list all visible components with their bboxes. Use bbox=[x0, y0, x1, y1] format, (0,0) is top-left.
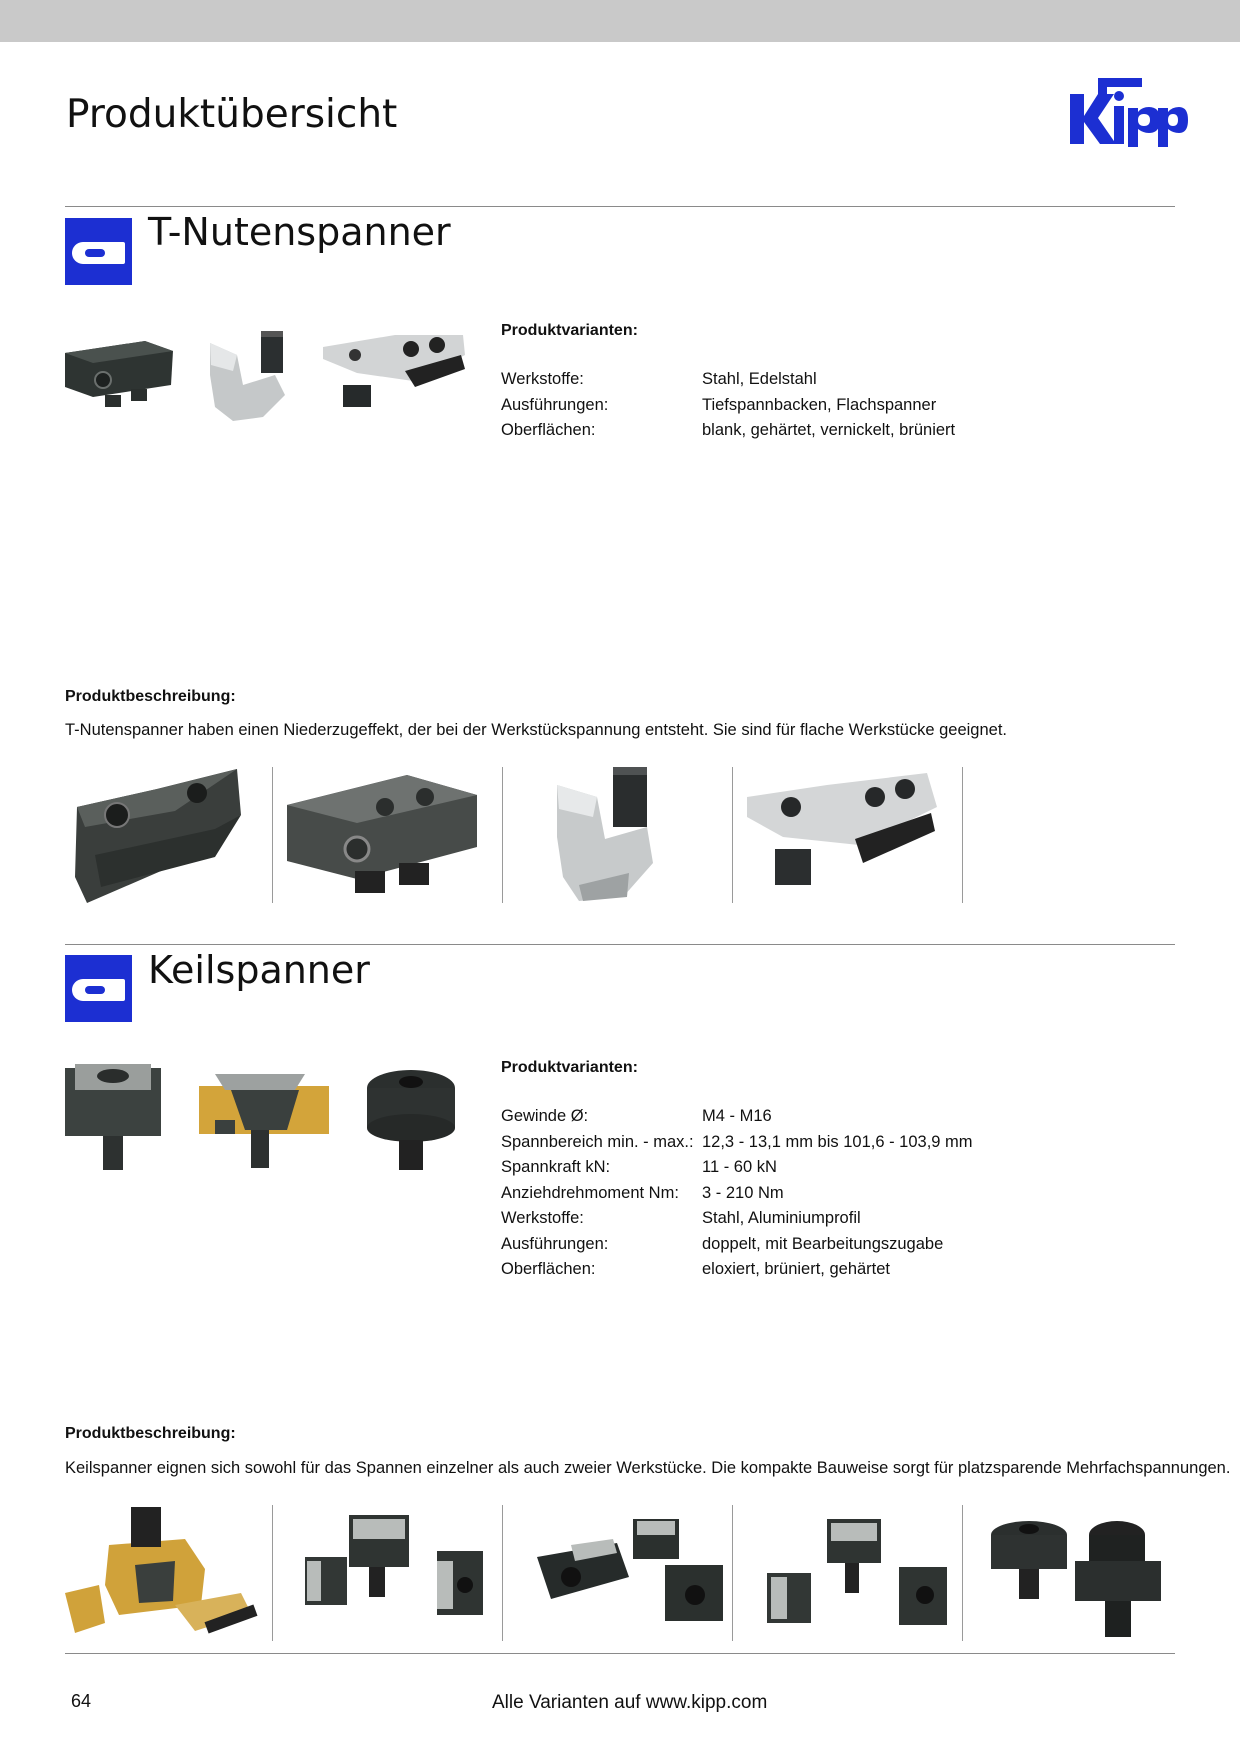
image-divider bbox=[962, 1505, 963, 1641]
product-image bbox=[287, 1505, 517, 1641]
description-text: T-Nutenspanner haben einen Niederzugeffekt, der bei der Werkstückspannung entsteht. Sie sind für flache Werkstücke geeignet. bbox=[65, 721, 1007, 739]
description-heading: Produktbeschreibung: bbox=[65, 688, 236, 705]
spec-value: blank, gehärtet, vernickelt, brüniert bbox=[702, 421, 956, 439]
spec-value: eloxiert, brüniert, gehärtet bbox=[702, 1260, 891, 1278]
image-divider bbox=[732, 1505, 733, 1641]
footer-divider bbox=[65, 1653, 1175, 1654]
spec-value: M4 - M16 bbox=[702, 1107, 772, 1125]
product-image bbox=[977, 1505, 1207, 1641]
spec-table bbox=[501, 1104, 973, 1283]
description-text: Keilspanner eignen sich sowohl für das Spannen einzelner als auch zweier Werkstücke. Die kompakte Bauweise sorgt für platzsparende Mehrfachspannungen. bbox=[65, 1459, 1231, 1477]
spec-label: Werkstoffe: bbox=[501, 370, 584, 388]
section-title-keilspanner: Keilspanner bbox=[148, 948, 370, 992]
image-divider bbox=[272, 767, 273, 903]
t-slot-icon bbox=[65, 955, 132, 1022]
spec-value: Tiefspannbacken, Flachspanner bbox=[702, 395, 937, 414]
image-divider bbox=[502, 1505, 503, 1641]
image-divider bbox=[502, 767, 503, 903]
variants-heading: Produktvarianten: bbox=[501, 322, 638, 339]
product-thumbnails bbox=[65, 1060, 470, 1172]
product-image bbox=[65, 341, 173, 407]
product-image bbox=[65, 1505, 295, 1641]
spec-value: 12,3 - 13,1 mm bis 101,6 - 103,9 mm bbox=[702, 1132, 973, 1151]
spec-value: 3 - 210 Nm bbox=[702, 1183, 784, 1202]
spec-label: Ausführungen: bbox=[501, 1234, 609, 1253]
spec-label: Werkstoffe: bbox=[501, 1209, 584, 1227]
kipp-logo bbox=[1068, 72, 1188, 168]
spec-row bbox=[501, 1155, 973, 1181]
image-divider bbox=[272, 1505, 273, 1641]
product-image bbox=[367, 1070, 455, 1170]
product-image bbox=[517, 767, 747, 903]
spec-value: 11 - 60 kN bbox=[702, 1158, 777, 1176]
page-title: Produktübersicht bbox=[66, 92, 398, 137]
image-divider bbox=[962, 767, 963, 903]
spec-row bbox=[501, 1257, 973, 1283]
product-image bbox=[287, 767, 517, 903]
spec-row bbox=[501, 367, 955, 393]
product-image bbox=[210, 331, 285, 421]
spec-label: Spannbereich min. - max.: bbox=[501, 1132, 694, 1151]
spec-row bbox=[501, 418, 955, 444]
variants-heading: Produktvarianten: bbox=[501, 1059, 638, 1076]
spec-table bbox=[501, 367, 955, 444]
spec-label: Spannkraft kN: bbox=[501, 1158, 611, 1176]
footer-link-text: Alle Varianten auf www.kipp.com bbox=[492, 1692, 768, 1713]
spec-label: Anziehdrehmoment Nm: bbox=[501, 1183, 679, 1202]
t-slot-icon bbox=[65, 218, 132, 285]
spec-label: Gewinde Ø: bbox=[501, 1107, 589, 1125]
product-image bbox=[323, 335, 465, 407]
spec-row bbox=[501, 1181, 973, 1207]
spec-value: Stahl, Edelstahl bbox=[702, 370, 817, 388]
spec-row bbox=[501, 1130, 973, 1156]
product-image bbox=[65, 767, 295, 903]
spec-value: doppelt, mit Bearbeitungszugabe bbox=[702, 1234, 944, 1253]
product-image bbox=[65, 1064, 161, 1170]
product-image bbox=[747, 1505, 977, 1641]
spec-value: Stahl, Aluminiumprofil bbox=[702, 1209, 861, 1227]
section-divider bbox=[65, 206, 1175, 207]
section-divider bbox=[65, 944, 1175, 945]
product-image bbox=[747, 767, 977, 903]
spec-label: Ausführungen: bbox=[501, 395, 609, 414]
top-bar bbox=[0, 0, 1240, 42]
product-image-strip bbox=[65, 1505, 1175, 1641]
spec-label: Oberflächen: bbox=[501, 421, 596, 439]
spec-row bbox=[501, 1104, 973, 1130]
spec-label: Oberflächen: bbox=[501, 1260, 596, 1278]
product-image bbox=[517, 1505, 747, 1641]
section-title-t-nutenspanner: T-Nutenspanner bbox=[148, 210, 451, 254]
spec-row bbox=[501, 1232, 973, 1258]
description-heading: Produktbeschreibung: bbox=[65, 1425, 236, 1442]
page-number: 64 bbox=[71, 1691, 92, 1711]
spec-row bbox=[501, 1206, 973, 1232]
product-thumbnails bbox=[65, 325, 470, 425]
product-image-strip bbox=[65, 767, 975, 903]
spec-row bbox=[501, 393, 955, 419]
image-divider bbox=[732, 767, 733, 903]
product-image bbox=[199, 1074, 329, 1168]
